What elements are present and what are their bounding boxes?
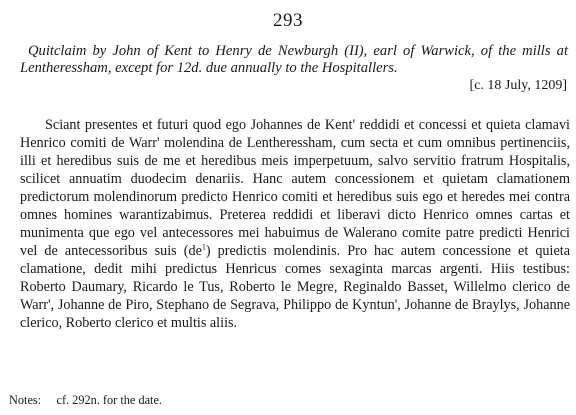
page-number: 293 — [273, 10, 303, 31]
body-text-part2: ) predictis molendinis. Pro hac autem concessione et quieta clamatione, dedit mihi predictus Henricus comes sexaginta marcas argenti. Hiis testibus: Roberto Daumary, Ricardo le Tus, Roberto le Megre, Reginaldo Basset, Willelmo clerico de Warr', Johanne de Piro, Stephano de Segrava, Philippo de Kyntun', Johanne de Braylys, Johanne clerico, Roberto clerico et multis aliis. — [20, 243, 570, 331]
notes-line — [9, 393, 162, 408]
document-heading: Quitclaim by John of Kent to Henry de Newburgh (II), earl of Warwick, of the mills at Lentheressham, except for 12d. due annually to the Hospitallers. — [20, 43, 568, 76]
notes-text: cf. 292n. for the date. — [56, 393, 162, 407]
date-reference: [c. 18 July, 1209] — [469, 78, 567, 93]
footnote-marker: 1 — [201, 242, 206, 252]
notes-label: Notes: — [9, 393, 42, 407]
body-text-part1: Sciant presentes et futuri quod ego Johannes de Kent' reddidi et concessi et quieta clamavi Henrico comiti de Warr' molendina de Lentheressham, cum secta et cum omnibus pertinenciis, illi et heredibus suis de me et heredibus meis imperpetuum, salvo servitio fratrum Hospitalis, scilicet annuatim duodecim denariis. Hanc autem concessionem et quietam clamationem predictorum molendinorum predicto Henrico comiti et heredibus suis ego et heredes mei contra omnes homines warantizabimus. Preterea reddidi et liberavi dicto Henrico omnes cartas et munimenta que ego vel antecessores mei habuimus de Walerano comite patre predicti Henrici vel de antecessoribus suis (de — [20, 117, 570, 259]
charter-body — [20, 116, 570, 332]
